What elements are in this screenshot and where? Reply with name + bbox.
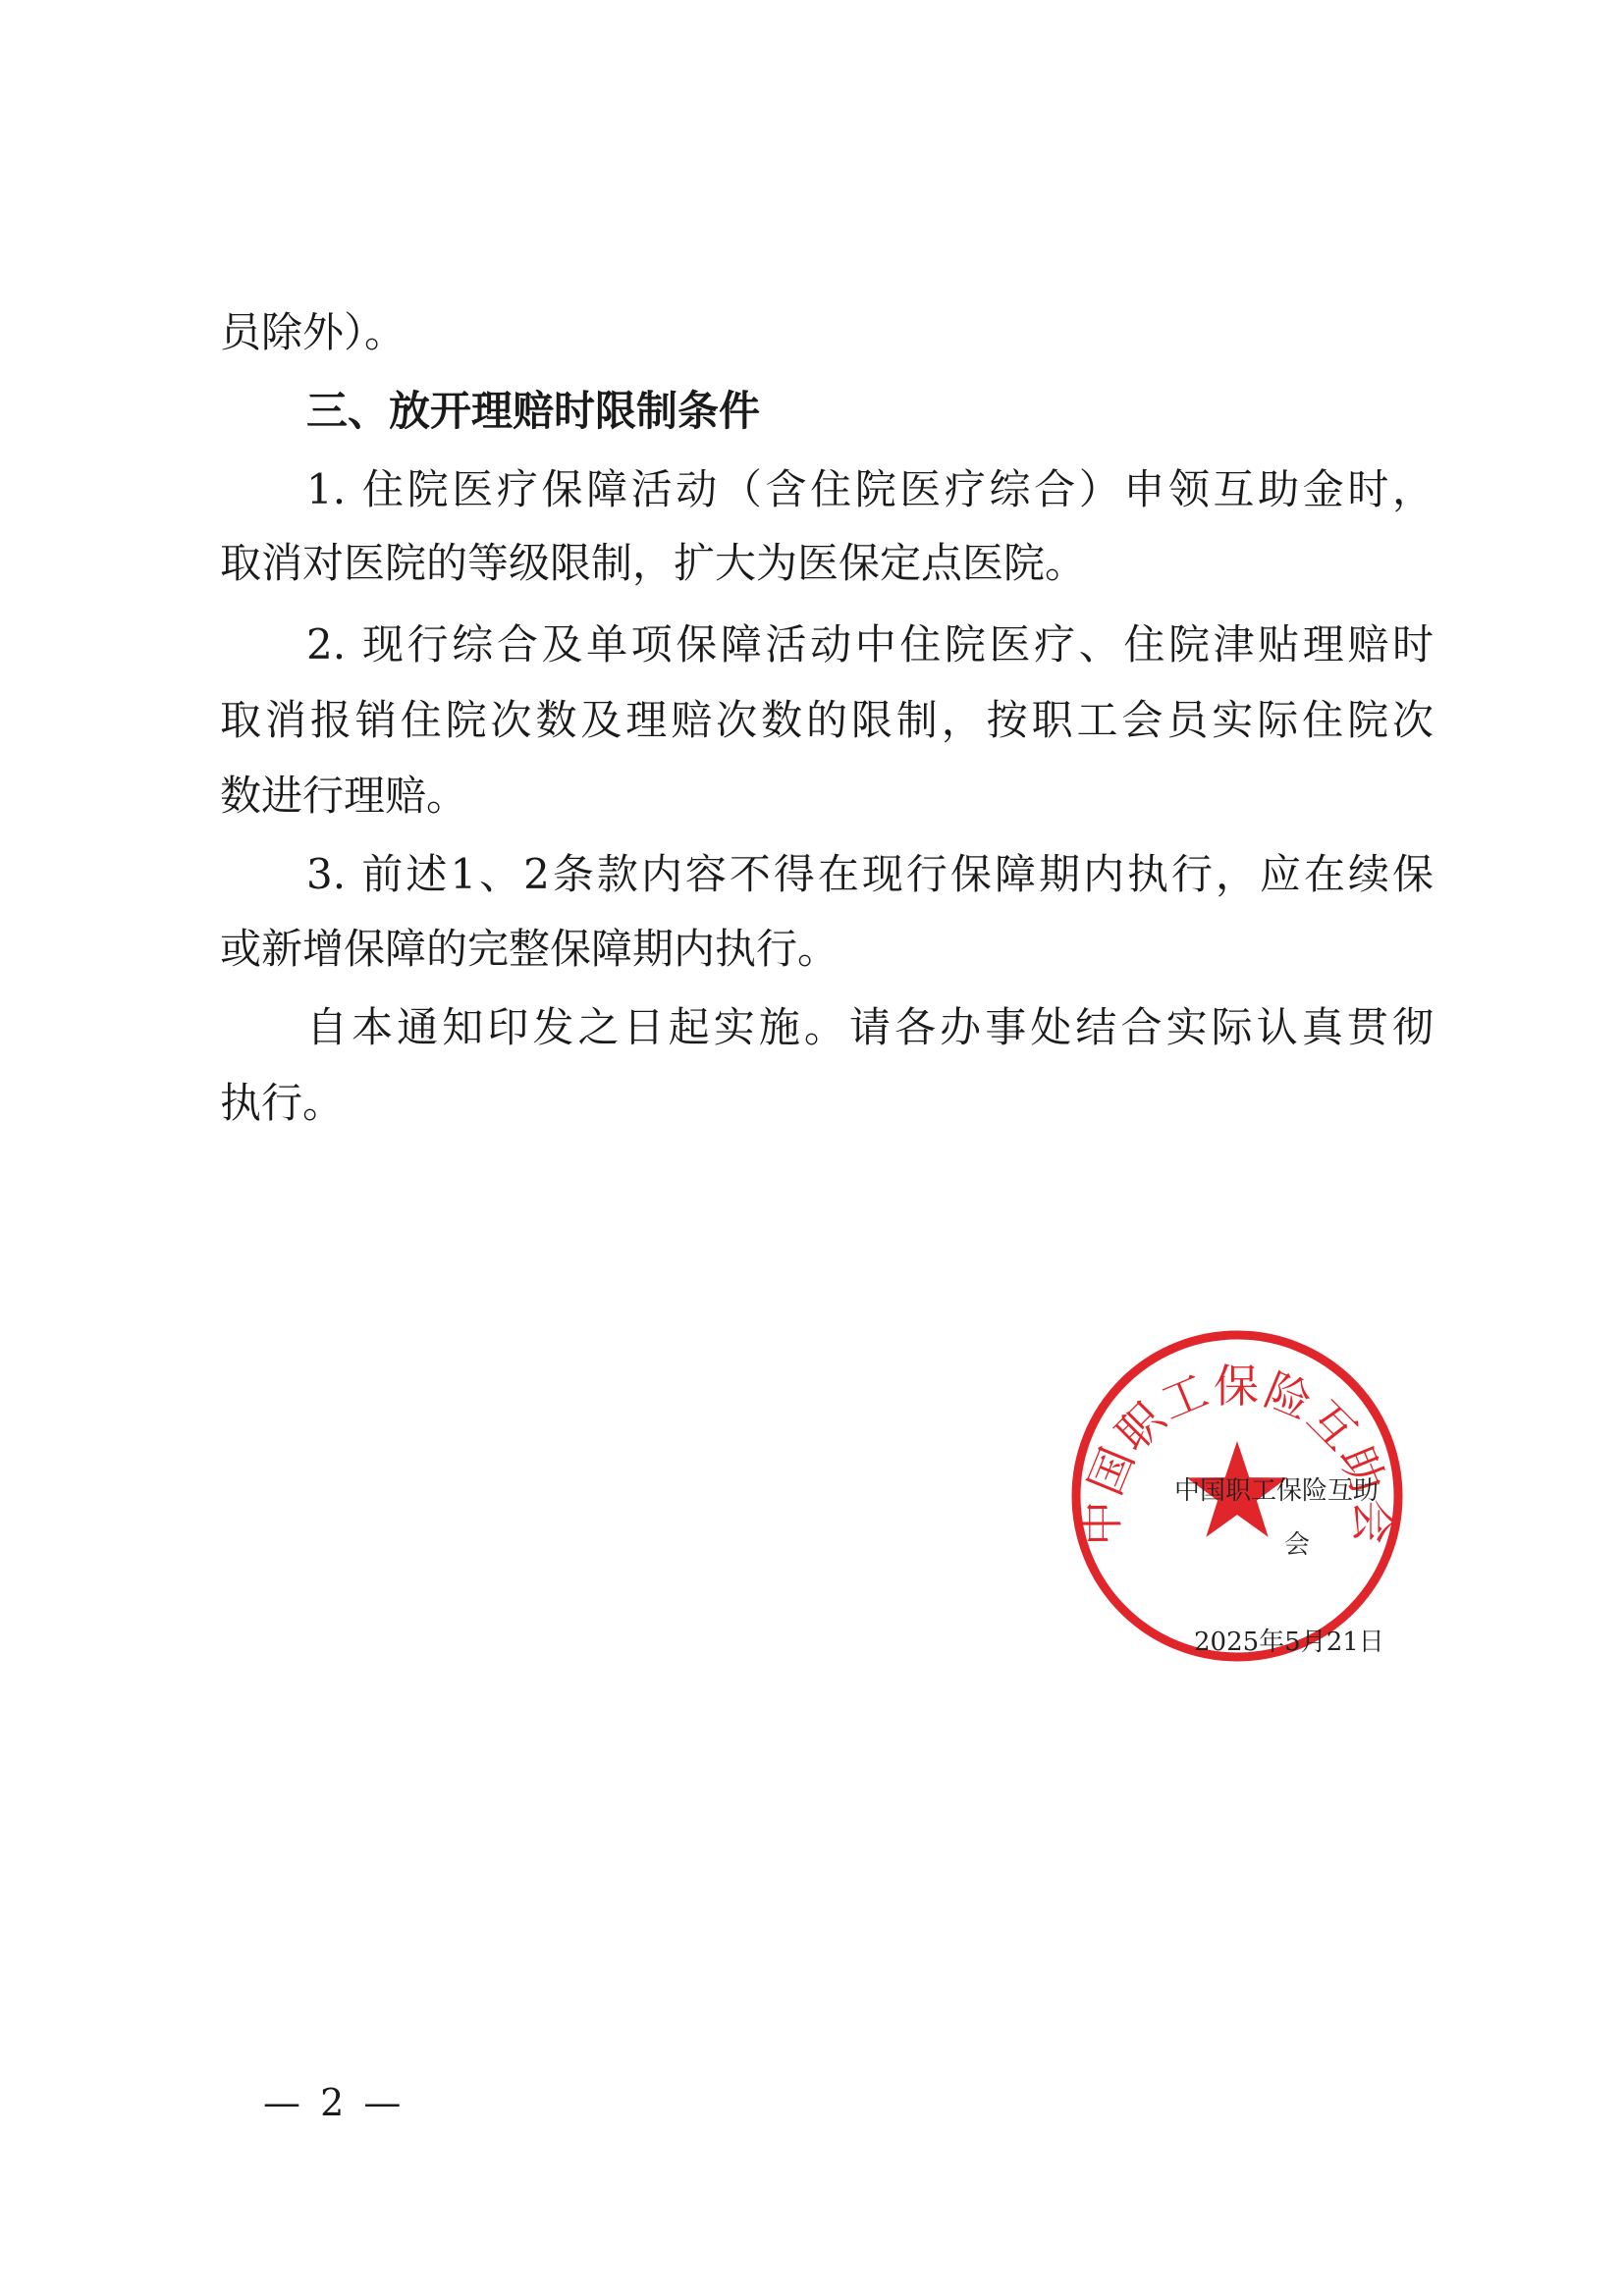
paragraph-line: 取消对医院的等级限制，扩大为医保定点医院。	[220, 539, 1087, 587]
paragraph-line: 自本通知印发之日起实施。请各办事处结合实际认真贯彻	[306, 1003, 1434, 1051]
signature-org-line: 中国职工保险互助	[1174, 1476, 1380, 1506]
paragraph-line: 数进行理赔。	[220, 772, 468, 820]
paragraph-line: 3. 前述1、2条款内容不得在现行保障期内执行，应在续保	[306, 850, 1434, 898]
paragraph-line: 员除外）。	[220, 308, 406, 356]
paragraph-line: 取消报销住院次数及理赔次数的限制，按职工会员实际住院次	[220, 696, 1434, 744]
paragraph-line: 1. 住院医疗保障活动（含住院医疗综合）申领互助金时，	[306, 465, 1434, 513]
signature-organization	[1174, 1465, 1439, 1573]
paragraph-line: 或新增保障的完整保障期内执行。	[220, 925, 839, 973]
paragraph-line: 2. 现行综合及单项保障活动中住院医疗、住院津贴理赔时	[306, 620, 1434, 668]
paragraph-line: 执行。	[220, 1079, 345, 1127]
section-heading: 三、放开理赔时限制条件	[306, 387, 761, 435]
seal-arc-text: 中国职工保险互助会	[1074, 1360, 1400, 1547]
signature-date: 2025年5月21日	[1194, 1628, 1384, 1657]
signature-org-line: 会	[1284, 1530, 1311, 1560]
page-number: — 2 —	[263, 2081, 406, 2124]
